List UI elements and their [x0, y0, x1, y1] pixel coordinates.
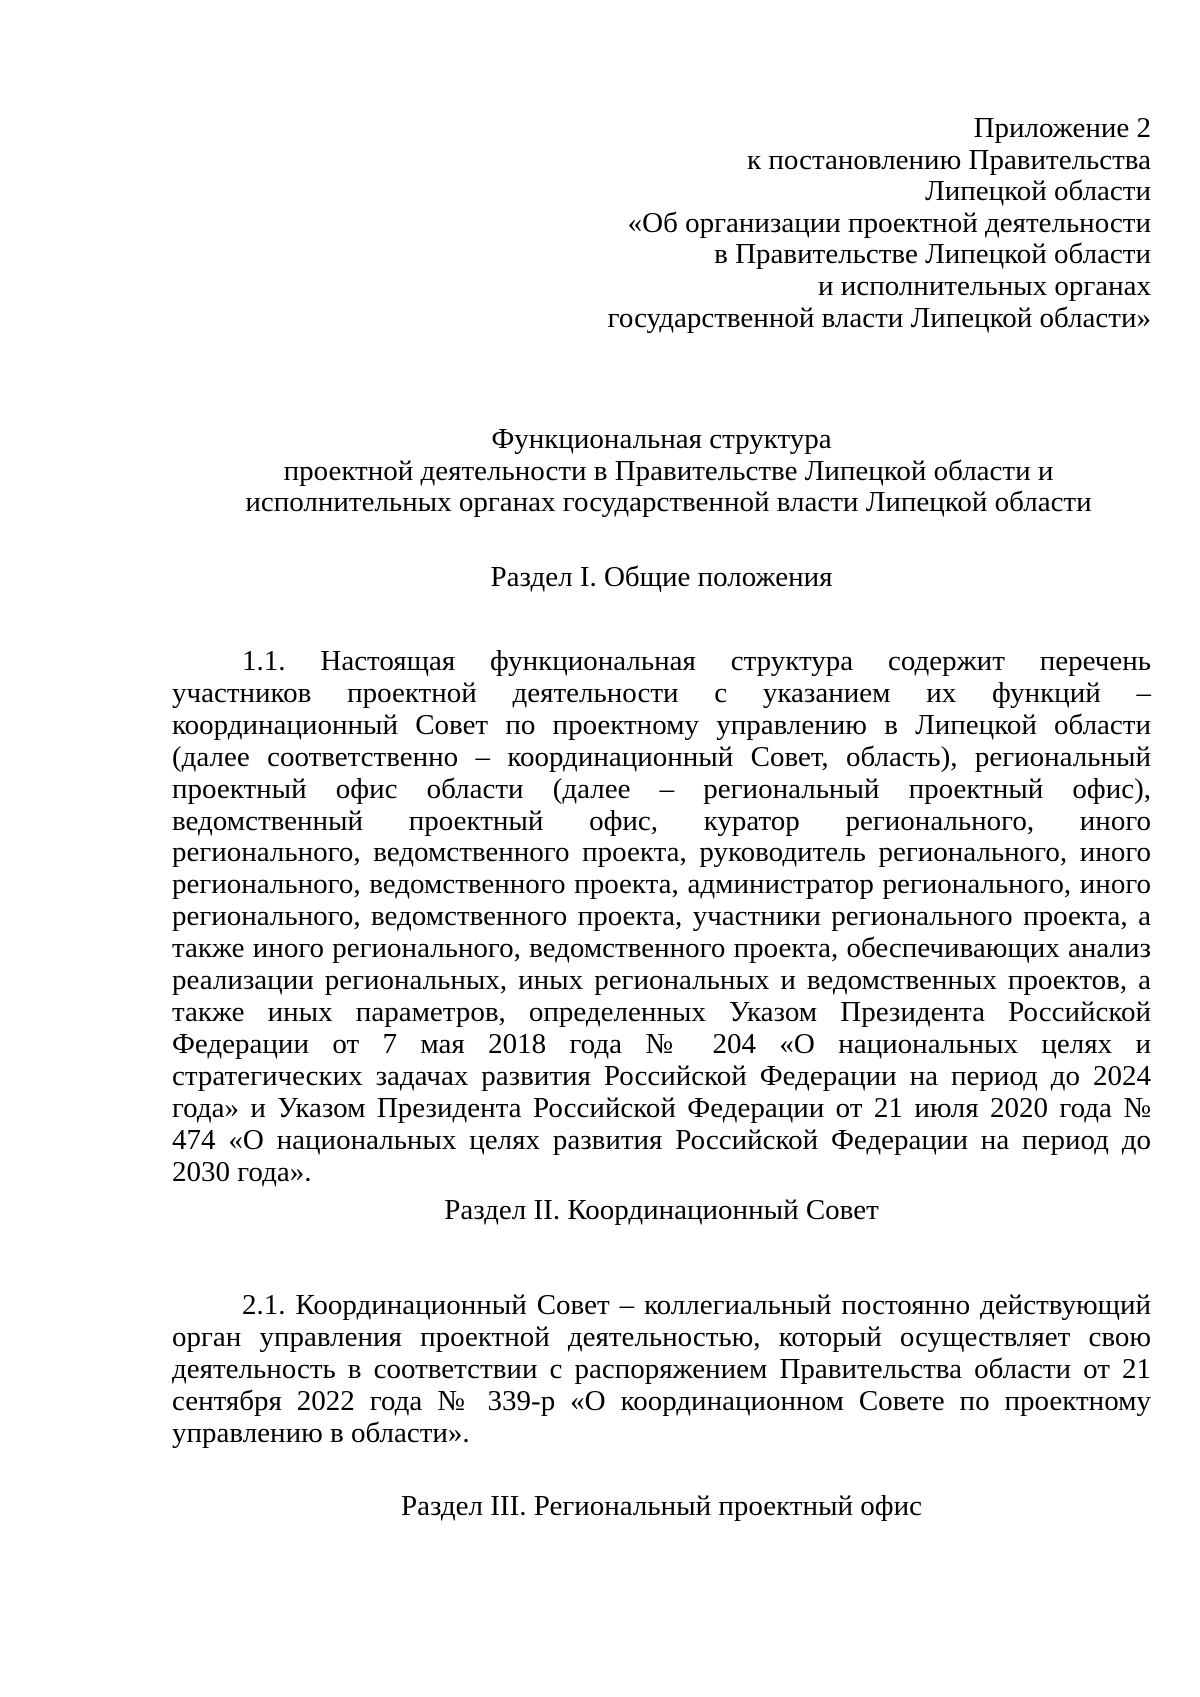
section-2-paragraph: 2.1. Координационный Совет – коллегиальный постоянно действующий орган управления проектной деятельностью, который осуществляет свою деятельность в соответствии с распоряжением Правительства области от 21 сентября 2022 года № 339-р «О координационном Совете по проектному управлению в области».	[172, 1289, 1151, 1449]
appendix-line: Приложение 2	[973, 112, 1151, 144]
appendix-line: «Об организации проектной деятельности	[627, 206, 1151, 239]
appendix-line: в Правительстве Липецкой области	[714, 238, 1151, 271]
section-3-heading: Раздел III. Региональный проектный офис	[401, 1490, 922, 1522]
document-title-line: проектной деятельности в Правительстве Липецкой области и	[283, 454, 1054, 487]
section-1-paragraph: 1.1. Настоящая функциональная структура содержит перечень участников проектной деятельности с указанием их функций – координационный Совет по проектному управлению в Липецкой области (далее соответственно – координационный Совет, область), региональный проектный офис области (далее – региональный проектный офис), ведомственный проектный офис, куратор регионального, иного регионального, ведомственного проекта, руководитель регионального, иного регионального, ведомственного проекта, администратор регионального, иного регионального, ведомственного проекта, участники регионального проекта, а также иного регионального, ведомственного проекта, обеспечивающих анализ реализации региональных, иных региональных и ведомственных проектов, а также иных параметров, определенных Указом Президента Российской Федерации от 7 мая 2018 года № 204 «О национальных целях и стратегических задачах развития Российской Федерации на период до 2024 года» и Указом Президента Российской Федерации от 21 июля 2020 года № 474 «О национальных целях развития Российской Федерации на период до 2030 года».	[172, 645, 1151, 1188]
appendix-line: и исполнительных органах	[818, 269, 1151, 302]
appendix-line: государственной власти Липецкой области»	[607, 301, 1151, 334]
section-2-heading: Раздел II. Координационный Совет	[444, 1194, 879, 1226]
section-1-heading: Раздел I. Общие положения	[490, 561, 833, 593]
appendix-reference-block	[451, 113, 1151, 334]
appendix-line: Липецкой области	[925, 175, 1151, 208]
appendix-line: к постановлению Правительства	[747, 143, 1151, 176]
document-title-line: исполнительных органах государственной власти Липецкой области	[245, 486, 1092, 519]
document-title-line: Функциональная структура	[491, 423, 832, 455]
document-title	[172, 424, 1151, 519]
